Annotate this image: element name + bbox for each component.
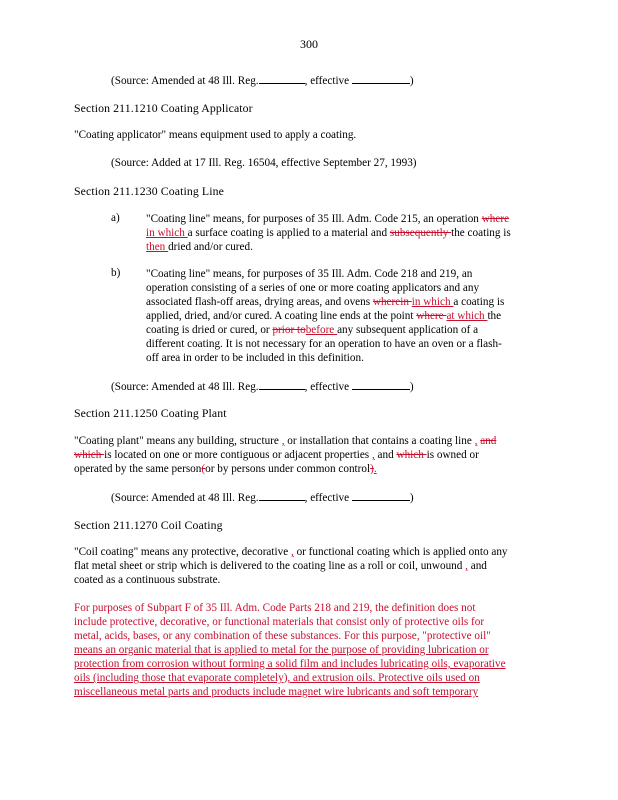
inserted-text: before (305, 324, 338, 336)
source-note: (Source: Added at 17 Ill. Reg. 16504, effective September 27, 1993) (111, 157, 417, 169)
inserted-text: , (290, 546, 294, 558)
paragraph-line: associated flash-off areas, drying areas, and ovens wherein in which a coating is (146, 296, 505, 308)
deleted-text: ( (201, 463, 206, 475)
paragraph-line: applied, dried, and/or cured. A coating line ends at the point where at which the (146, 310, 502, 322)
paragraph-line: operation consisting of a series of one or more coating applicators and any (146, 282, 480, 294)
paragraph-line: different coating. It is not necessary for an operation to have an oven or a flash- (146, 338, 502, 350)
inserted-text: , (281, 435, 285, 447)
inserted-paragraph-line: oils (including those that evaporate completely), and extrusion oils. Protective oils used on (74, 672, 480, 684)
paragraph-line: coated as a continuous substrate. (74, 574, 221, 586)
inserted-paragraph-line: include protective, decorative, or functional materials that consist only of protective oils for (74, 616, 485, 628)
inserted-text: at which (446, 310, 488, 322)
inserted-text: . (373, 463, 377, 475)
inserted-paragraph-line: For purposes of Subpart F of 35 Ill. Adm. Code Parts 218 and 219, the definition does not (74, 602, 476, 614)
deleted-text: subsequently (389, 227, 452, 239)
section-heading: Section 211.1270 Coil Coating (74, 518, 223, 532)
inserted-text: , (474, 435, 478, 447)
item-label: a) (111, 212, 120, 224)
paragraph-line: then dried and/or cured. (146, 241, 253, 253)
source-note: (Source: Amended at 48 Ill. Reg. , effective ) (111, 492, 414, 504)
deleted-text: and (480, 435, 497, 447)
deleted-text: prior to (272, 324, 306, 336)
item-label: b) (111, 267, 121, 279)
inserted-text: , (371, 449, 375, 461)
inserted-paragraph-line: protection from corrosion without forming a solid film and includes lubricating oils, evaporative (74, 658, 506, 670)
inserted-text: , (465, 560, 468, 572)
blank-field (259, 379, 305, 390)
paragraph-line: in which a surface coating is applied to a material and subsequently the coating is (146, 227, 511, 239)
section-heading: Section 211.1230 Coating Line (74, 184, 224, 198)
inserted-paragraph-line: miscellaneous metal parts and products include magnet wire lubricants and soft temporary (74, 686, 479, 698)
paragraph-line: operated by the same person(or by persons under common control). (74, 463, 377, 475)
section-heading: Section 211.1250 Coating Plant (74, 406, 227, 420)
inserted-paragraph-line: metal, acids, bases, or any combination of these substances. For this purpose, "protective oil" (74, 630, 491, 642)
paragraph-line: off area in order to be included in this definition. (146, 352, 364, 364)
source-note: (Source: Amended at 48 Ill. Reg. , effective ) (111, 75, 414, 87)
paragraph-line: "Coil coating" means any protective, decorative , or functional coating which is applied onto any (74, 546, 508, 558)
inserted-paragraph-line: means an organic material that is applied to metal for the purpose of providing lubrication or (74, 644, 489, 656)
blank-field (259, 73, 305, 84)
blank-field (352, 490, 410, 501)
inserted-text: in which (146, 227, 188, 239)
paragraph-line: flat metal sheet or strip which is delivered to the coating line as a roll or coil, unwound , and (74, 560, 487, 572)
deleted-text: wherein (372, 296, 412, 308)
blank-field (352, 73, 410, 84)
definition-text: "Coating applicator" means equipment used to apply a coating. (74, 129, 357, 141)
inserted-text: in which (411, 296, 454, 308)
blank-field (352, 379, 410, 390)
source-note: (Source: Amended at 48 Ill. Reg. , effective ) (111, 381, 414, 393)
paragraph-line: which is located on one or more contiguous or adjacent properties , and which is owned or (74, 449, 479, 461)
deleted-text: ) (370, 463, 374, 475)
paragraph-line: "Coating line" means, for purposes of 35 Ill. Adm. Code 218 and 219, an (146, 268, 473, 280)
page-number: 300 (300, 37, 318, 51)
paragraph-line: coating is dried or cured, or prior tobefore any subsequent application of a (146, 324, 479, 336)
blank-field (259, 490, 305, 501)
deleted-text: where (481, 213, 510, 225)
paragraph-line: "Coating line" means, for purposes of 35 Ill. Adm. Code 215, an operation where (146, 213, 510, 225)
deleted-text: which (74, 449, 105, 461)
section-heading: Section 211.1210 Coating Applicator (74, 101, 253, 115)
paragraph-line: "Coating plant" means any building, structure , or installation that contains a coating line , and (74, 435, 497, 447)
inserted-text: then (146, 241, 169, 253)
deleted-text: which (396, 449, 427, 461)
deleted-text: where (416, 310, 447, 322)
